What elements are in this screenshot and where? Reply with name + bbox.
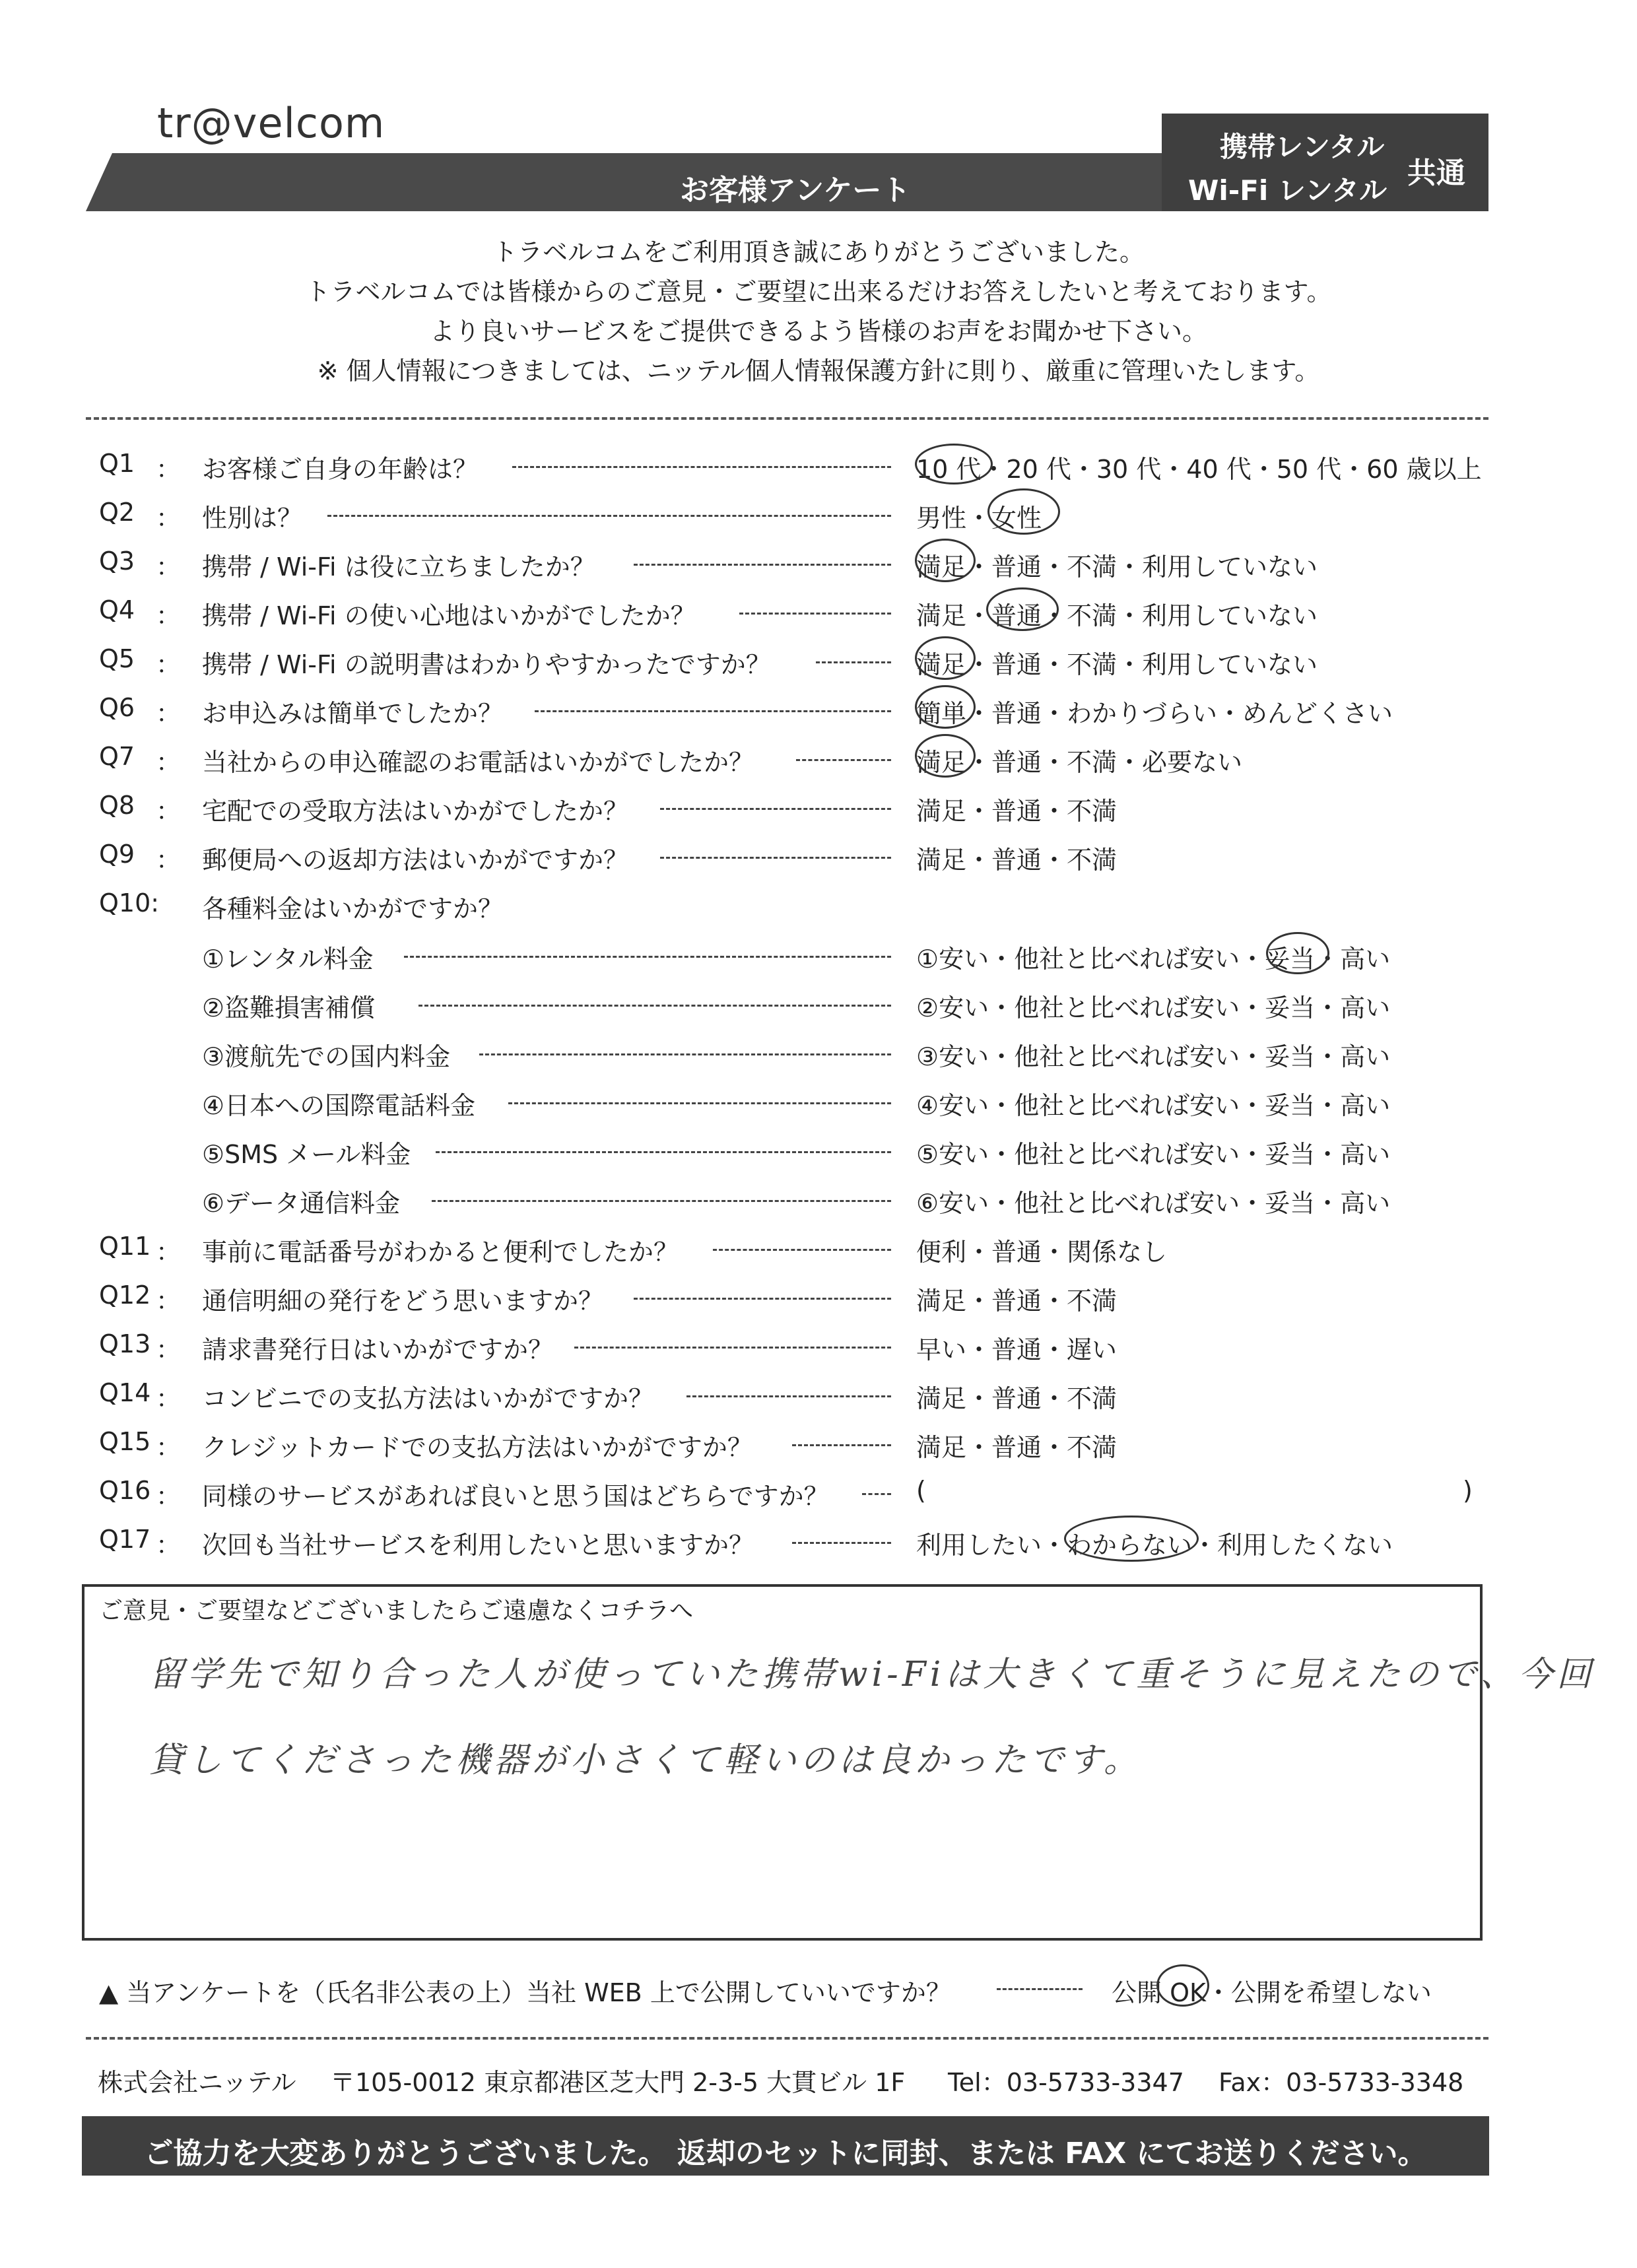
- footer-thanks: ご協力を大変ありがとうございました。 返却のセットに同封、または FAX にてお送りください。: [144, 2137, 1427, 2170]
- answer-options[interactable]: ⑤安い・他社と比べれば安い・妥当・高い: [916, 1140, 1391, 1169]
- colon: ：: [156, 1238, 182, 1267]
- dash-leader: [660, 857, 891, 859]
- colon: ：: [156, 1384, 182, 1413]
- answer-circle: [1266, 932, 1329, 974]
- answer-options[interactable]: 10 代・20 代・30 代・40 代・50 代・60 歳以上: [916, 455, 1482, 484]
- question-text: クレジットカードでの支払方法はいかがですか？: [202, 1433, 752, 1462]
- colon: ：: [156, 797, 182, 826]
- question-number: Q8: [99, 791, 135, 820]
- country-input-close: ): [1463, 1476, 1473, 1505]
- dash-leader: [660, 808, 891, 810]
- question-number: Q6: [99, 693, 135, 722]
- question-text: 各種料金はいかがですか？: [202, 894, 504, 923]
- header-common: 共通: [1407, 156, 1465, 190]
- question-text: お客様ご自身の年齢は？: [202, 455, 479, 484]
- intro-line: ※ 個人情報につきましては、ニッテル個人情報保護方針に則り、厳重に管理いたします。: [317, 356, 1320, 385]
- handwritten-line-1: 留学先で知り合った人が使っていた携帯wi-Fiは大きくて重そうに見えたので、今回: [149, 1655, 1595, 1694]
- answer-options[interactable]: 満足・普通・不満・利用していない: [916, 552, 1318, 582]
- question-number: Q4: [99, 595, 135, 624]
- dash-leader: [512, 466, 891, 468]
- dash-leader: [404, 956, 891, 958]
- question-text: 次回も当社サービスを利用したいと思いますか？: [202, 1531, 754, 1560]
- dash-leader: [816, 661, 891, 663]
- answer-options[interactable]: 満足・普通・不満: [916, 1433, 1118, 1462]
- answer-options[interactable]: 簡単・普通・わかりづらい・めんどくさい: [916, 699, 1393, 728]
- fee-label: ①レンタル料金: [202, 945, 374, 974]
- company-fax: Fax：03-5733-3348: [1219, 2068, 1464, 2097]
- fee-row-theft: [0, 987, 1637, 1027]
- answer-circle: [987, 488, 1060, 535]
- fee-row-international: [0, 1085, 1637, 1125]
- fee-row-domestic: [0, 1036, 1637, 1076]
- question-number: Q13: [99, 1329, 151, 1358]
- dash-leader: [792, 1444, 891, 1446]
- fee-row-data: [0, 1183, 1637, 1222]
- question-number: Q11: [99, 1232, 151, 1261]
- question-text: お申込みは簡単でしたか？: [202, 699, 504, 728]
- dash-leader: [479, 1053, 891, 1055]
- question-text: 同様のサービスがあれば良いと思う国はどちらですか？: [202, 1482, 829, 1511]
- fee-label: ⑥データ通信料金: [202, 1189, 401, 1218]
- dash-leader: [535, 710, 891, 712]
- colon: ：: [156, 601, 182, 630]
- colon: ：: [156, 1482, 182, 1511]
- answer-circle: [915, 685, 976, 729]
- question-text: 携帯 / Wi-Fi の説明書はわかりやすかったですか？: [202, 650, 771, 679]
- dash-leader: [508, 1102, 891, 1104]
- question-number: Q5: [99, 644, 135, 673]
- dash-leader: [436, 1151, 891, 1153]
- dash-leader: [634, 564, 891, 566]
- answer-circle: [915, 444, 993, 484]
- question-text: 性別は？: [202, 504, 303, 533]
- divider: [86, 2037, 1488, 2040]
- question-row-q5: [0, 644, 1637, 684]
- dash-leader: [574, 1347, 891, 1349]
- company-name: 株式会社ニッテル: [98, 2068, 296, 2097]
- company-tel: Tel：03-5733-3347: [948, 2068, 1184, 2097]
- intro-line: トラベルコムでは皆様からのご意見・ご要望に出来るだけお答えしたいと考えております。: [305, 277, 1332, 306]
- footer-band: [82, 2116, 1489, 2176]
- answer-options[interactable]: ①安い・他社と比べれば安い・妥当・高い: [916, 945, 1391, 974]
- header-mobile-rental: 携帯レンタル: [1220, 131, 1385, 163]
- dash-leader: [997, 1988, 1083, 1990]
- question-number: Q2: [99, 498, 135, 527]
- colon: ：: [156, 1531, 182, 1560]
- divider: [86, 417, 1488, 420]
- question-text: 携帯 / Wi-Fi の使い心地はいかがでしたか？: [202, 601, 696, 630]
- answer-options[interactable]: 満足・普通・不満: [916, 1384, 1118, 1413]
- question-row-q3: [0, 547, 1637, 586]
- question-row-q15: [0, 1427, 1637, 1467]
- question-row-q1: [0, 449, 1637, 488]
- question-row-q9: [0, 840, 1637, 879]
- colon: ：: [156, 1335, 182, 1364]
- answer-options[interactable]: 利用したい・わからない・利用したくない: [916, 1531, 1393, 1560]
- question-number: Q14: [99, 1378, 151, 1407]
- answer-options[interactable]: 満足・普通・不満: [916, 797, 1118, 826]
- question-number: Q16: [99, 1476, 151, 1505]
- question-number: Q17: [99, 1525, 151, 1554]
- question-row-q17: [0, 1525, 1637, 1564]
- question-text: 携帯 / Wi-Fi は役に立ちましたか？: [202, 552, 595, 582]
- question-number: Q15: [99, 1427, 151, 1456]
- answer-options[interactable]: 男性・女性: [916, 504, 1042, 533]
- question-number: Q3: [99, 547, 135, 576]
- dash-leader: [686, 1395, 891, 1397]
- question-row-q10: [0, 888, 1637, 928]
- answer-circle: [915, 734, 976, 778]
- question-row-q14: [0, 1378, 1637, 1418]
- header-wifi-rental: Wi-Fi レンタル: [1188, 174, 1387, 207]
- publish-question: ▲ 当アンケートを（氏名非公表の上）当社 WEB 上で公開していいですか？: [99, 1978, 951, 2007]
- answer-options[interactable]: 満足・普通・不満: [916, 846, 1118, 875]
- question-row-q16: [0, 1476, 1637, 1516]
- answer-options[interactable]: 満足・普通・不満・利用していない: [916, 601, 1318, 630]
- fee-label: ③渡航先での国内料金: [202, 1042, 451, 1071]
- question-row-q13: [0, 1329, 1637, 1369]
- question-row-q6: [0, 693, 1637, 733]
- answer-options[interactable]: 満足・普通・不満・利用していない: [916, 650, 1318, 679]
- travelcom-logo: tr@velcom: [157, 99, 385, 147]
- intro-line: トラベルコムをご利用頂き誠にありがとうございました。: [492, 238, 1145, 267]
- answer-options[interactable]: ④安い・他社と比べれば安い・妥当・高い: [916, 1091, 1391, 1120]
- question-text: コンビニでの支払方法はいかがですか？: [202, 1384, 654, 1413]
- answer-options[interactable]: ②安い・他社と比べれば安い・妥当・高い: [916, 993, 1391, 1022]
- question-row-q4: [0, 595, 1637, 635]
- dash-leader: [327, 515, 891, 517]
- question-text: 宅配での受取方法はいかがでしたか？: [202, 797, 629, 826]
- dash-leader: [634, 1298, 891, 1300]
- question-row-q7: [0, 742, 1637, 782]
- question-text: 当社からの申込確認のお電話はいかがでしたか？: [202, 748, 754, 777]
- handwritten-line-2: 貸してくださった機器が小さくて軽いのは良かったです。: [149, 1741, 1142, 1780]
- answer-circle: [915, 539, 976, 582]
- answer-circle: [1064, 1516, 1199, 1562]
- fee-label: ④日本への国際電話料金: [202, 1091, 476, 1120]
- answer-options[interactable]: 早い・普通・遅い: [916, 1335, 1118, 1364]
- answer-options[interactable]: 便利・普通・関係なし: [916, 1238, 1168, 1267]
- fee-label: ②盗難損害補償: [202, 993, 376, 1022]
- fee-label: ⑤SMS メール料金: [202, 1140, 411, 1169]
- dash-leader: [418, 1005, 891, 1007]
- question-text: 事前に電話番号がわかると便利でしたか？: [202, 1238, 679, 1267]
- colon: ：: [156, 552, 182, 582]
- question-row-q12: [0, 1281, 1637, 1320]
- question-row-q2: [0, 498, 1637, 537]
- colon: ：: [156, 504, 182, 533]
- answer-options[interactable]: ⑥安い・他社と比べれば安い・妥当・高い: [916, 1189, 1391, 1218]
- dash-leader: [432, 1200, 891, 1202]
- dash-leader: [739, 613, 891, 615]
- answer-options[interactable]: ③安い・他社と比べれば安い・妥当・高い: [916, 1042, 1391, 1071]
- colon: ：: [156, 1286, 182, 1316]
- dash-leader: [862, 1493, 891, 1495]
- question-number: Q12: [99, 1281, 151, 1310]
- answer-options[interactable]: 満足・普通・不満: [916, 1286, 1118, 1316]
- intro-text: [0, 232, 1637, 391]
- question-text: 通信明細の発行をどう思いますか？: [202, 1286, 604, 1316]
- answer-circle: [1156, 1964, 1209, 2007]
- colon: ：: [156, 1433, 182, 1462]
- question-number: Q9: [99, 840, 135, 869]
- question-number: Q7: [99, 742, 135, 771]
- intro-line: より良いサービスをご提供できるよう皆様のお声をお聞かせ下さい。: [429, 317, 1207, 346]
- colon: ：: [156, 455, 182, 484]
- fee-row-rental: [0, 939, 1637, 978]
- question-number: Q10:: [99, 888, 160, 917]
- question-text: 郵便局への返却方法はいかがですか？: [202, 846, 629, 875]
- survey-title: お客様アンケート: [680, 174, 911, 207]
- question-text: 請求書発行日はいかがですか？: [202, 1335, 554, 1364]
- answer-circle: [986, 587, 1059, 631]
- question-row-q11: [0, 1232, 1637, 1271]
- question-number: Q1: [99, 449, 135, 478]
- colon: ：: [156, 650, 182, 679]
- company-address: 〒105-0012 東京都港区芝大門 2-3-5 大貫ビル 1F: [330, 2068, 906, 2097]
- answer-options[interactable]: 満足・普通・不満・必要ない: [916, 748, 1243, 777]
- answer-circle: [915, 636, 976, 680]
- colon: ：: [156, 699, 182, 728]
- colon: ：: [156, 748, 182, 777]
- dash-leader: [792, 1542, 891, 1544]
- dash-leader: [713, 1249, 891, 1251]
- publish-answer-options[interactable]: 公開 OK・公開を希望しない: [1112, 1978, 1432, 2007]
- dash-leader: [796, 759, 891, 761]
- fee-row-sms: [0, 1134, 1637, 1174]
- question-row-q8: [0, 791, 1637, 830]
- opinion-label: ご意見・ご要望などございましたらご遠慮なくコチラへ: [99, 1597, 694, 1624]
- colon: ：: [156, 846, 182, 875]
- country-input-open[interactable]: (: [916, 1476, 926, 1505]
